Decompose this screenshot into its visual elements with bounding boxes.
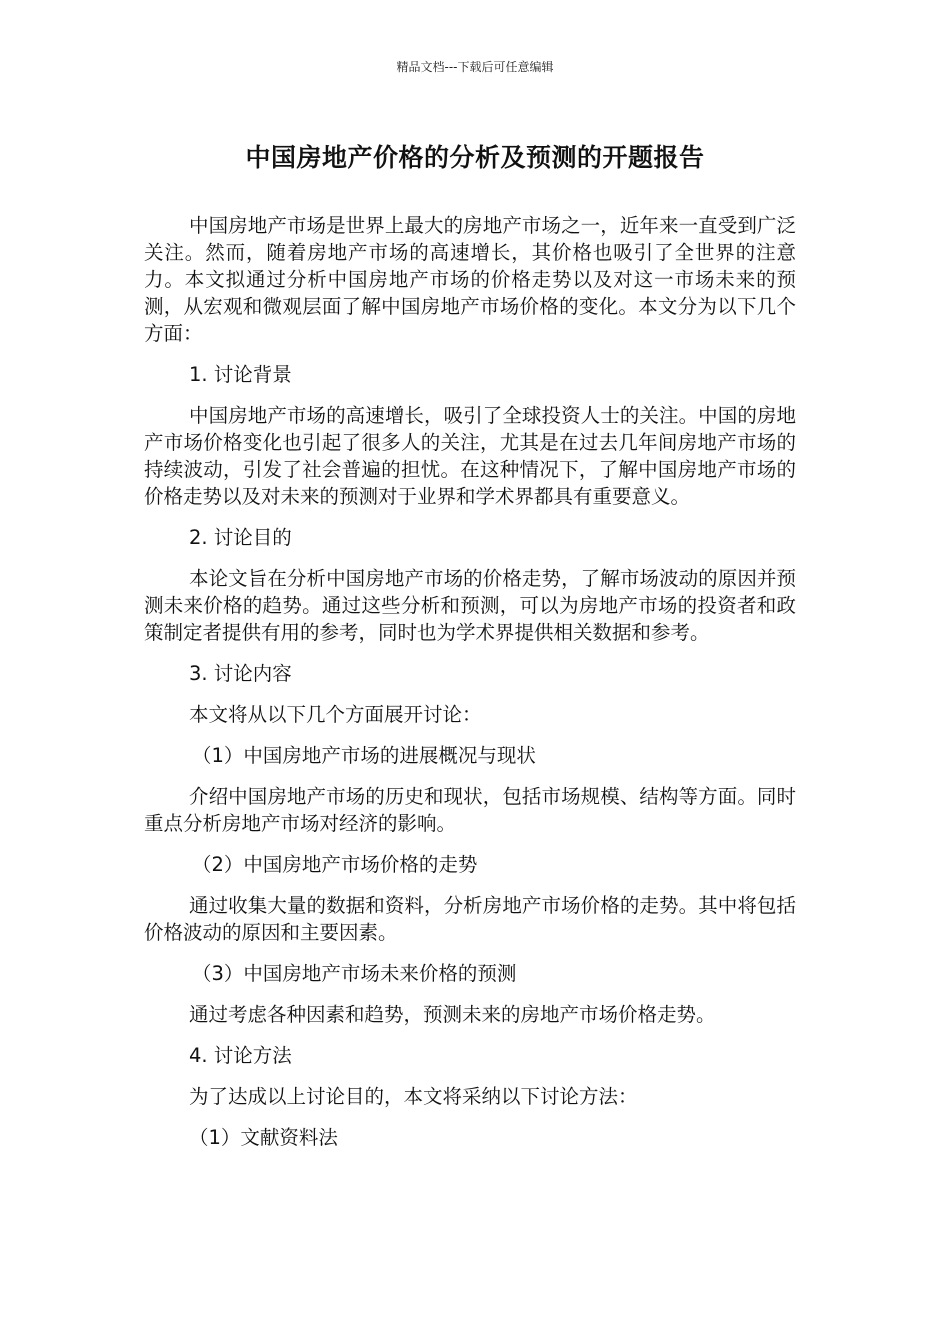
subheading-price-trend: （2）中国房地产市场价格的走势 <box>192 853 478 876</box>
intro-paragraph: 中国房地产市场是世界上最大的房地产市场之一，近年来一直受到广泛关注。然而，随着房地产市场的高速增长，其价格也吸引了全世界的注意力。本文拟通过分析中国房地产市场的价格走势以及对这一市场未来的预测，从宏观和微观层面了解中国房地产市场价格的变化。本文分为以下几个方面： <box>144 214 796 345</box>
document-body <box>144 212 796 1151</box>
market-overview-paragraph: 介绍中国房地产市场的历史和现状，包括市场规模、结构等方面。同时重点分析房地产市场对经济的影响。 <box>144 785 796 835</box>
section-heading-purpose: 2. 讨论目的 <box>189 526 292 549</box>
subheading-literature-method: （1）文献资料法 <box>189 1126 338 1149</box>
document-title: 中国房地产价格的分析及预测的开题报告 <box>245 143 705 172</box>
content-intro-paragraph: 本文将从以下几个方面展开讨论： <box>189 703 482 726</box>
page-header: 精品文档---下载后可任意编辑 <box>396 60 554 74</box>
purpose-paragraph: 本论文旨在分析中国房地产市场的价格走势，了解市场波动的原因并预测未来价格的趋势。通过这些分析和预测，可以为房地产市场的投资者和政策制定者提供有用的参考，同时也为学术界提供相关数据和参考。 <box>144 567 796 644</box>
section-heading-background: 1. 讨论背景 <box>189 363 292 386</box>
price-forecast-paragraph: 通过考虑各种因素和趋势，预测未来的房地产市场价格走势。 <box>189 1003 716 1026</box>
section-heading-method: 4. 讨论方法 <box>189 1044 292 1067</box>
price-trend-paragraph: 通过收集大量的数据和资料，分析房地产市场价格的走势。其中将包括价格波动的原因和主要因素。 <box>144 894 796 944</box>
section-heading-content: 3. 讨论内容 <box>189 662 292 685</box>
background-paragraph: 中国房地产市场的高速增长，吸引了全球投资人士的关注。中国的房地产市场价格变化也引起了很多人的关注，尤其是在过去几年间房地产市场的持续波动，引发了社会普遍的担忧。在这种情况下，了解中国房地产市场的价格走势以及对未来的预测对于业界和学术界都具有重要意义。 <box>144 404 796 508</box>
subheading-market-overview: （1）中国房地产市场的进展概况与现状 <box>192 744 536 767</box>
method-intro-paragraph: 为了达成以上讨论目的，本文将采纳以下讨论方法： <box>189 1085 638 1108</box>
subheading-price-forecast: （3）中国房地产市场未来价格的预测 <box>192 962 517 985</box>
